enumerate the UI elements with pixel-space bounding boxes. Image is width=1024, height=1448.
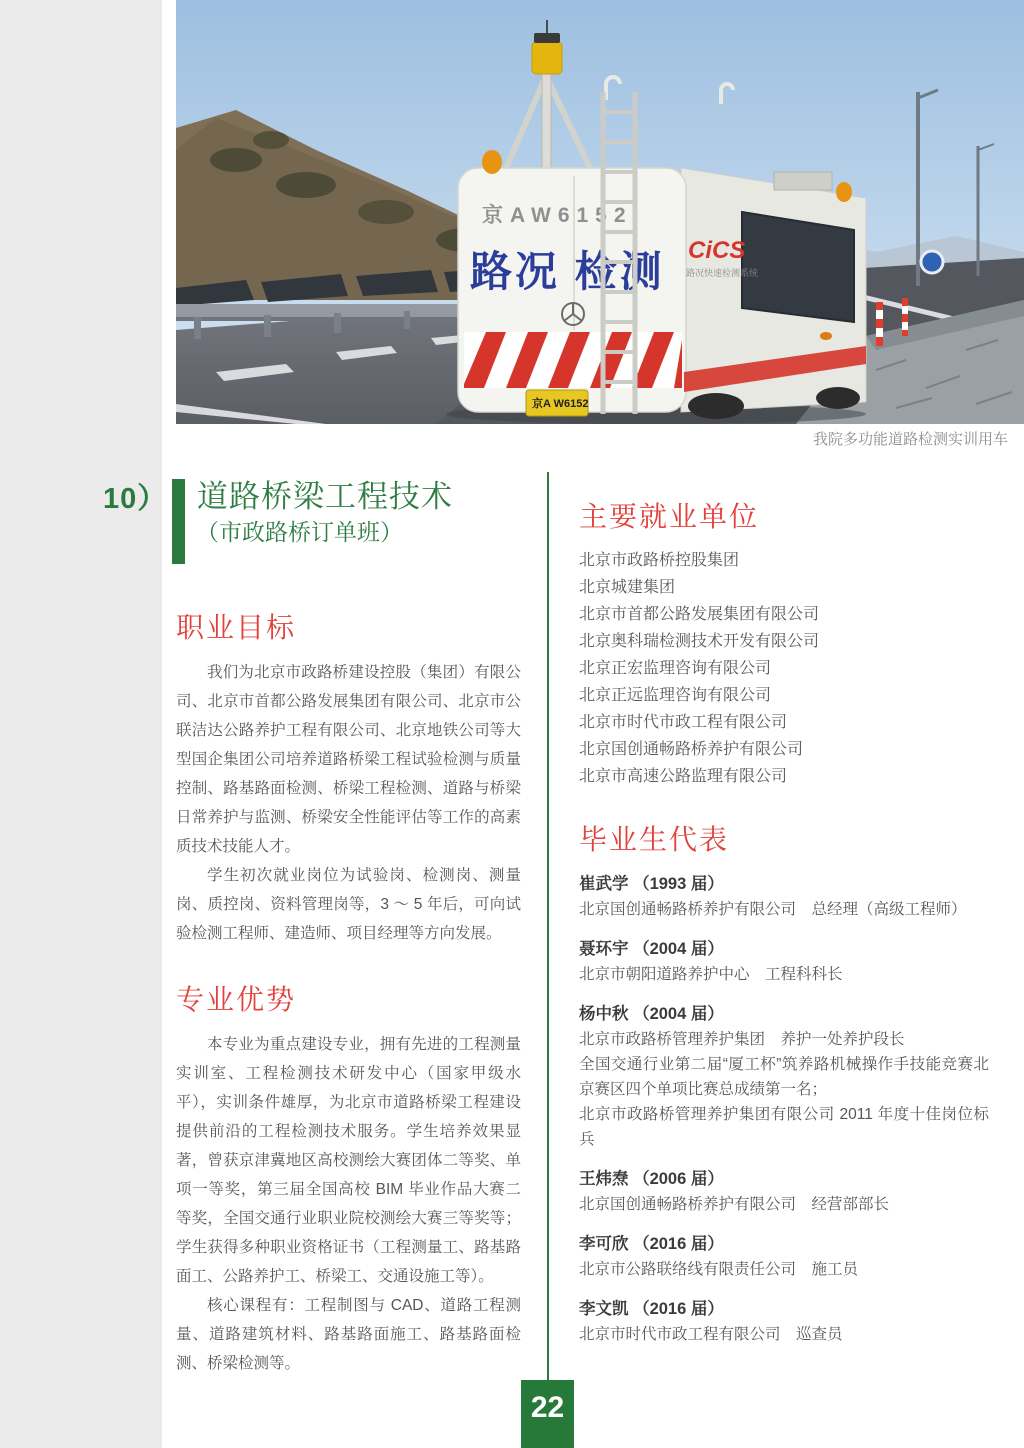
- graduate-name: 崔武学 （1993 届）: [579, 875, 724, 893]
- graduate-details: [579, 897, 989, 922]
- van-stencil-plate-text: 京AW6152: [482, 204, 633, 227]
- graduate-details: [579, 962, 989, 987]
- graduate-name: 杨中秋 （2004 届）: [579, 1005, 724, 1023]
- roof-unit: [774, 172, 832, 190]
- graduate-entry: [579, 1230, 989, 1282]
- graduate-name: 李文凯 （2016 届）: [579, 1300, 724, 1318]
- title-accent-bar: [172, 479, 185, 564]
- van-logo-text: CiCS: [688, 237, 746, 264]
- yellow-sensor-head: [532, 33, 562, 74]
- license-plate: [526, 390, 588, 416]
- graduate-entry: [579, 870, 989, 922]
- graduate-details: [579, 1257, 989, 1282]
- graduate-entry: [579, 1000, 989, 1152]
- right-column: [579, 495, 989, 1360]
- graduate-detail-line: 北京国创通畅路桥养护有限公司 经营部部长: [579, 1196, 890, 1213]
- employer-item: 北京市政路桥控股集团: [579, 552, 740, 569]
- employer-item: 北京正宏监理咨询有限公司: [579, 660, 772, 677]
- van-side-window: [742, 212, 854, 322]
- van-wheel-rear: [688, 393, 744, 419]
- graduate-entry: [579, 1295, 989, 1347]
- photo-illustration: [176, 0, 1024, 424]
- employer-item: 北京奥科瑞检测技术开发有限公司: [579, 633, 820, 650]
- graduate-entry: [579, 935, 989, 987]
- graduate-name: 聂环宇 （2004 届）: [579, 940, 724, 958]
- van-wheel-front: [816, 387, 860, 409]
- graduate-details: [579, 1322, 989, 1347]
- hazard-stripes-rear: [464, 332, 682, 388]
- graduate-detail-line: 北京市公路联络线有限责任公司 施工员: [579, 1261, 859, 1278]
- beacon-light-right: [836, 182, 852, 202]
- graduate-name: 李可欣 （2016 届）: [579, 1235, 724, 1253]
- graduate-detail-line: 北京市政路桥管理养护集团 养护一处养护段长: [579, 1031, 905, 1048]
- left-column: [176, 606, 521, 1378]
- employer-item: 北京市首都公路发展集团有限公司: [579, 606, 820, 623]
- career-goal-heading: 职业目标: [176, 613, 297, 644]
- graduate-details: [579, 1027, 989, 1152]
- graduate-details: [579, 1192, 989, 1217]
- photo-caption: 我院多功能道路检测实训用车: [812, 431, 1008, 448]
- graduate-detail-line: 北京市时代市政工程有限公司 巡查员: [579, 1326, 843, 1343]
- beacon-light-left: [482, 150, 502, 174]
- program-title: 道路桥梁工程技术: [197, 479, 453, 514]
- employer-item: 北京城建集团: [579, 579, 676, 596]
- van-logo-subtext: 路况快速检测系统: [686, 268, 759, 278]
- graduate-detail-line: 全国交通行业第二届“厦工杯”筑养路机械操作手技能竞赛北京赛区四个单项比赛总成绩第一名；: [579, 1056, 989, 1098]
- career-goal-paragraph: 我们为北京市政路桥建设控股（集团）有限公司、北京市首都公路发展集团有限公司、北京市公联洁达公路养护工程有限公司、北京地铁公司等大型国企集团公司培养道路桥梁工程试验检测与质量控制、路基路面检测、桥梁工程检测、道路与桥梁日常养护与监测、桥梁安全性能评估等工作的高素质技术技能人才。: [176, 664, 521, 855]
- advantage-heading: 专业优势: [176, 985, 297, 1016]
- employer-item: 北京正远监理咨询有限公司: [579, 687, 772, 704]
- graduates-heading: 毕业生代表: [579, 825, 730, 856]
- graduate-detail-line: 北京市朝阳道路养护中心 工程科科长: [579, 966, 843, 983]
- employers-heading: 主要就业单位: [579, 502, 760, 533]
- employer-item: 北京市时代市政工程有限公司: [579, 714, 788, 731]
- road-inspection-vehicle-photo: [176, 0, 1024, 424]
- advantage-paragraph: 核心课程有：工程制图与 CAD、道路工程测量、道路建筑材料、路基路面施工、路基路面检测、桥梁检测等。: [176, 1297, 521, 1372]
- program-index: 10）: [103, 483, 168, 515]
- graduate-detail-line: 北京市政路桥管理养护集团有限公司 2011 年度十佳岗位标兵: [579, 1106, 989, 1148]
- advantage-paragraph: 本专业为重点建设专业，拥有先进的工程测量实训室、工程检测技术研发中心（国家甲级水平），实训条件雄厚，为北京市道路桥梁工程建设提供前沿的工程检测技术服务。学生培养效果显著，曾获京津冀地区高校测绘大赛团体二等奖、单项一等奖，第三届全国高校 BIM 毕业作品大赛二等奖，全国交通行业职业院校测绘大赛三等奖等；学生获得多种职业资格证书（工程测量工、路基路面工、公路养护工、桥梁工、交通设施工等）。: [176, 1036, 521, 1285]
- side-indicator-light: [820, 332, 832, 340]
- graduate-detail-line: 北京国创通畅路桥养护有限公司 总经理（高级工程师）: [579, 901, 967, 918]
- career-goal-paragraph: 学生初次就业岗位为试验岗、检测岗、测量岗、质控岗、资料管理岗等，3 ～ 5 年后，可向试验检测工程师、建造师、项目经理等方向发展。: [176, 867, 521, 942]
- page-number: 22: [530, 1391, 565, 1424]
- employer-item: 北京国创通畅路桥养护有限公司: [579, 741, 804, 758]
- blue-road-sign: [921, 251, 943, 273]
- graduate-name: 王炜焘 （2006 届）: [579, 1170, 724, 1188]
- graduate-entry: [579, 1165, 989, 1217]
- column-divider: [547, 472, 549, 1380]
- page-number-box: [521, 1380, 574, 1448]
- van-rear-text: 路况 检测: [470, 248, 665, 295]
- employer-item: 北京市高速公路监理有限公司: [579, 768, 788, 785]
- svg-text:京A W6152: 京A W6152: [532, 398, 589, 410]
- left-margin-strip: [0, 0, 162, 1448]
- program-subtitle: （市政路桥订单班）: [196, 519, 403, 545]
